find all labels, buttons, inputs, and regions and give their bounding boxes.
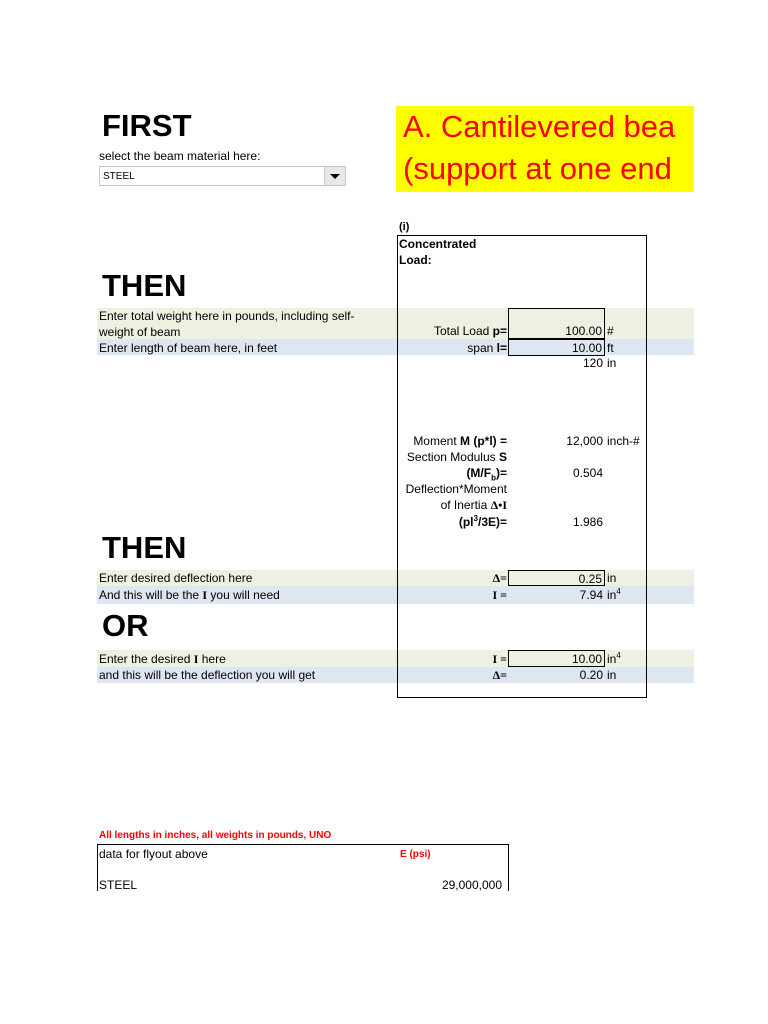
span-label: span l= [467,341,507,355]
material-select-value: STEEL [103,171,135,182]
section-modulus-value: 0.504 [572,466,603,480]
desired-i-input[interactable]: 10.00 [508,650,605,667]
span-in-value: 120 [582,356,603,370]
i-unit: $in^4$ [607,587,621,602]
defl-moment-value: 1.986 [572,515,603,529]
i-label: I = [492,588,507,602]
case-name-line-1: Concentrated [399,237,477,251]
defl-moment-label-line-1: Deflection*Moment [405,482,507,496]
load-input[interactable]: 100.00 [508,308,605,339]
length-instruction: Enter length of beam here, in feet [99,341,278,355]
weight-instruction-line-1: Enter total weight here in pounds, including self- [99,309,355,323]
i-need-instruction: And this will be the I you will need [99,588,280,602]
i-value: 7.94 [579,588,603,602]
result-deflection-instruction: and this will be the deflection you will get [99,668,316,682]
deflection-input[interactable]: 0.25 [508,570,605,586]
defl-moment-label-line-2: of Inertia Δ•I [440,498,507,512]
span-unit: ft [607,341,614,355]
load-label: Total Load p= [433,324,507,338]
delta-label: Δ= [492,571,507,585]
material-table-row-value: 29,000,000 [441,878,502,892]
material-table-header-e: E (psi) [400,849,431,860]
delta2-unit: in [607,668,617,682]
banner-line-1: A. Cantilevered bea [403,109,676,144]
heading-then-2: THEN [102,530,187,565]
moment-value: 12,000 [566,434,603,448]
section-modulus-label-line-2: $(M/F_b)=$ [466,466,507,483]
heading-first: FIRST [102,108,192,143]
delta2-value: 0.20 [579,668,603,682]
moment-label: Moment M (p*l) = [413,434,507,448]
delta2-label: Δ= [492,668,507,682]
banner-line-2: (support at one end [403,151,672,186]
chevron-down-icon[interactable] [324,167,345,185]
deflection-instruction: Enter desired deflection here [99,571,253,585]
moment-unit: inch-# [607,434,640,448]
span-in-unit: in [607,356,617,370]
load-unit: # [607,324,614,338]
defl-moment-label-line-3: $(pl^3/3E)=$ [458,514,507,529]
material-label: select the beam material here: [99,149,261,163]
span-input[interactable]: 10.00 [508,339,605,356]
case-name-line-2: Load: [399,253,432,267]
material-select[interactable] [99,166,346,186]
heading-or: OR [102,608,149,643]
heading-then-1: THEN [102,268,187,303]
i2-unit: $in^4$ [607,651,621,666]
material-table-title: data for flyout above [99,847,208,861]
weight-instruction-line-2: weight of beam [99,325,181,339]
material-table [97,844,509,891]
i2-label: I = [492,652,507,666]
material-table-row-name: STEEL [99,878,138,892]
desired-i-instruction: Enter the desired I here [99,652,226,666]
case-number: (i) [399,221,410,233]
section-modulus-label-line-1: Section Modulus S [406,450,507,464]
case-banner [396,106,694,192]
deflection-unit: in [607,571,617,585]
units-note: All lengths in inches, all weights in pounds, UNO [99,830,332,841]
